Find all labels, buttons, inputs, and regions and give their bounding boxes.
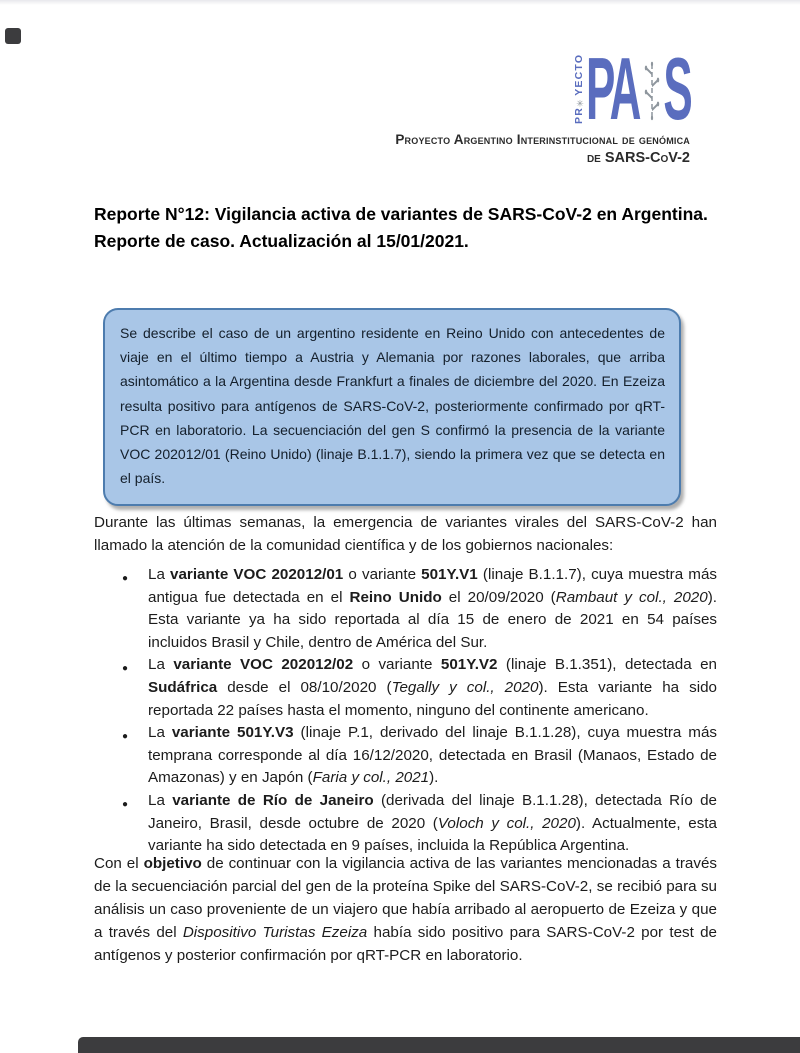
logo-vertical-label (573, 53, 585, 124)
phylo-tree-icon (641, 60, 661, 122)
list-item-text: La variante 501Y.V3 (linaje P.1, derivado del linaje B.1.1.28), cuya muestra más temprana corresponde al día 16/12/2020, detectada en Brasil (Manaos, Estado de Amazonas) y en Japón (Faria y col., 2021). (148, 724, 717, 787)
logo-wordmark (585, 39, 690, 139)
summary-box (103, 308, 681, 506)
bullet-icon: ● (122, 731, 129, 743)
page-top-edge-shade (0, 0, 800, 5)
list-item-voc-202012-02 (94, 654, 717, 722)
closing-paragraph: Con el objetivo de continuar con la vigilancia activa de las variantes mencionadas a través de la secuenciación parcial del gen de la proteína Spike del SARS-CoV-2, se recibió para su análisis un caso proveniente de un viajero que había arribado al aeropuerto de Ezeiza y que a través del Dispositivo Turistas Ezeiza había sido positivo para SARS-CoV-2 por test de antígenos y posterior confirmación por qRT-PCR en laboratorio. (94, 855, 717, 964)
list-item-text: La variante VOC 202012/01 o variante 501Y.V1 (linaje B.1.1.7), cuya muestra más antigua fue detectada en el Reino Unido el 20/09/2020 (Rambaut y col., 2020). Esta variante ya ha sido reportada al día 15 de enero de 2021 en 54 países incluidos Brasil y Chile, dentro de América del Sur. (148, 566, 717, 651)
summary-text: Se describe el caso de un argentino residente en Reino Unido con antecedentes de viaje en el último tiempo a Austria y Alemania por razones laborales, que arriba asintomático a la Argentina desde Frankfurt a finales de diciembre del 2020. En Ezeiza resulta positivo para antígenos de SARS-CoV-2, posteriormente confirmado por qRT-PCR en laboratorio. La secuenciación del gen S confirmó la presencia de la variante VOC 202012/01 (Reino Unido) (linaje B.1.1.7), siendo la primera vez que se detecta en el país. (120, 325, 665, 487)
list-item-text: La variante VOC 202012/02 o variante 501Y.V2 (linaje B.1.351), detectada en Sudáfrica desde el 08/10/2020 (Tegally y col., 2020). Esta variante ha sido reportada 22 países hasta el momento, ninguno del continente americano. (148, 656, 717, 719)
logo-wordmark-s: S (662, 39, 690, 139)
list-item-rio-de-janeiro (94, 790, 717, 858)
org-name (395, 132, 690, 166)
org-name-line2: de SARS-CoV-2 (586, 150, 690, 166)
list-item-text: La variante de Río de Janeiro (derivada del linaje B.1.1.28), detectada Río de Janeiro, Brasil, desde octubre de 2020 (Voloch y col., 2020). Actualmente, esta variante ha sido detectada en 9 países, incluida la República Argentina. (148, 791, 717, 855)
scan-artifact-bar (78, 1037, 800, 1053)
virus-icon: ✳ (574, 95, 584, 107)
bullet-icon: ● (122, 663, 129, 675)
bullet-icon: ● (122, 798, 129, 810)
variant-list (94, 564, 717, 858)
list-item-voc-202012-01 (94, 564, 717, 654)
report-title: Reporte N°12: Vigilancia activa de variantes de SARS-CoV-2 en Argentina. Reporte de caso. Actualización al 15/01/2021. (94, 204, 708, 251)
logo-vertical-prefix: PR (573, 107, 585, 124)
list-item-501y-v3 (94, 722, 717, 790)
pais-logo (573, 39, 794, 139)
intro-paragraph: Durante las últimas semanas, la emergencia de variantes virales del SARS-CoV-2 han llamado la atención de la comunidad científica y de los gobiernos nacionales: (94, 514, 717, 554)
logo-wordmark-pa: PA (585, 39, 639, 139)
org-name-line1: Proyecto Argentino Interinstitucional de genómica (395, 132, 690, 147)
bullet-icon: ● (122, 573, 129, 584)
logo-vertical-suffix: YECTO (573, 53, 585, 96)
scan-artifact-square (5, 28, 21, 44)
